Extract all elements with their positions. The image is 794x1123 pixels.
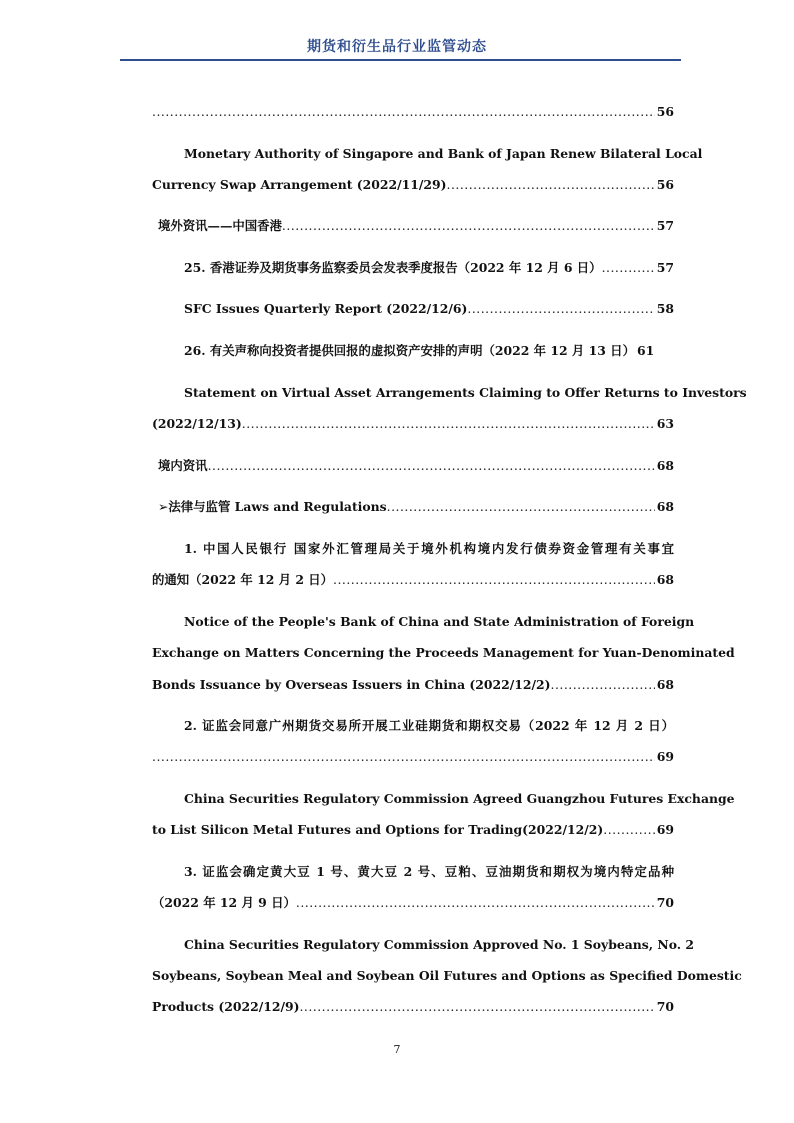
toc-entry-text: Soybeans, Soybean Meal and Soybean Oil Futures and Options as Specified Domestic [152, 968, 742, 983]
toc-page-number: 70 [656, 895, 674, 910]
toc-section-domestic[interactable] [152, 456, 674, 476]
toc-entry-text: 3. 证监会确定黄大豆 1 号、黄大豆 2 号、豆粕、豆油期货和期权为境内特定品种 [184, 864, 674, 879]
dot-leader [447, 175, 655, 195]
toc-page-number: 70 [656, 999, 674, 1014]
toc-entry-text: China Securities Regulatory Commission Agreed Guangzhou Futures Exchange [184, 791, 735, 806]
toc-entry-text: Notice of the People's Bank of China and State Administration of Foreign [184, 614, 695, 629]
toc-entry-text: Bonds Issuance by Overseas Issuers in China (2022/12/2) [152, 677, 551, 692]
toc-entry-text: SFC Issues Quarterly Report (2022/12/6) [184, 301, 468, 316]
toc-entry-pboc-notice-cont[interactable] [152, 643, 735, 663]
toc-entry-mas-boj-swap[interactable] [152, 144, 703, 164]
toc-entry-text: Exchange on Matters Concerning the Proceeds Management for Yuan-Denominated [152, 645, 735, 660]
toc-entry-2-cont[interactable] [152, 747, 674, 767]
dot-leader [602, 258, 655, 278]
toc-entry-text: 法律与监管 Laws and Regulations [168, 499, 387, 514]
toc-entry-2[interactable] [152, 716, 674, 736]
toc-entry-text: China Securities Regulatory Commission Approved No. 1 Soybeans, No. 2 [184, 937, 695, 952]
toc-entry-3[interactable] [152, 862, 674, 882]
dot-leader [603, 820, 654, 840]
toc-page-number: 56 [656, 104, 674, 119]
toc-subsection-laws[interactable] [152, 497, 674, 517]
toc-entry-gfex[interactable] [152, 789, 735, 809]
toc-page-number: 61 [636, 343, 655, 358]
toc-entry-1[interactable] [152, 539, 674, 559]
toc-entry-text: 25. 香港证券及期货事务监察委员会发表季度报告（2022 年 12 月 6 日） [184, 260, 602, 275]
dot-leader [551, 675, 655, 695]
toc-entry-text: to List Silicon Metal Futures and Options for Trading(2022/12/2) [152, 822, 604, 837]
toc-entry-gfex-cont[interactable] [152, 820, 674, 840]
running-header-title: 期货和衍生品行业监管动态 [307, 39, 487, 55]
toc-entry-1-cont[interactable] [152, 570, 674, 590]
dot-leader [208, 456, 655, 476]
toc-page-number: 56 [656, 177, 674, 192]
page-number: 7 [393, 1043, 401, 1056]
dot-leader [299, 997, 654, 1017]
toc-entry-soybeans[interactable] [152, 935, 695, 955]
toc-entry-text: 1. 中国人民银行 国家外汇管理局关于境外机构境内发行债券资金管理有关事宜 [184, 541, 674, 556]
toc-entry-leader-56[interactable] [152, 102, 674, 122]
toc-entry-25[interactable] [152, 258, 674, 278]
toc-page-number: 57 [656, 218, 674, 233]
toc-entry-soybeans-cont[interactable] [152, 966, 742, 986]
toc-page-number: 68 [656, 458, 674, 473]
toc-entry-pboc-notice-cont2[interactable] [152, 675, 674, 695]
toc-entry-text: Monetary Authority of Singapore and Bank of Japan Renew Bilateral Local [184, 146, 703, 161]
dot-leader [387, 497, 655, 517]
toc-entry-text: (2022/12/13) [152, 416, 242, 431]
toc-entry-text: Statement on Virtual Asset Arrangements Claiming to Offer Returns to Investors [184, 385, 747, 400]
toc-entry-26[interactable] [152, 341, 674, 361]
toc-page-number: 68 [656, 499, 674, 514]
toc-entry-pboc-notice[interactable] [152, 612, 695, 632]
toc-page-number: 68 [656, 677, 674, 692]
toc-section-hongkong[interactable] [152, 216, 674, 236]
toc-page-number: 63 [656, 416, 674, 431]
toc-page-number: 68 [656, 572, 674, 587]
toc-entry-text: 境内资讯 [158, 458, 208, 473]
toc-page-number: 58 [656, 301, 674, 316]
toc-page-number: 57 [656, 260, 674, 275]
toc-entry-virtual-asset-cont[interactable] [152, 414, 674, 434]
toc-page-number: 69 [656, 822, 674, 837]
toc-entry-text: Products (2022/12/9) [152, 999, 300, 1014]
dot-leader [152, 747, 655, 767]
header-rule [120, 59, 681, 61]
toc-entry-mas-boj-swap-cont[interactable] [152, 175, 674, 195]
dot-leader [296, 893, 655, 913]
toc-entry-text: Currency Swap Arrangement (2022/11/29) [152, 177, 447, 192]
toc-entry-text: 境外资讯——中国香港 [158, 218, 282, 233]
arrow-bullet-icon: ➢ [158, 499, 169, 514]
dot-leader [282, 216, 655, 236]
dot-leader [333, 570, 655, 590]
toc-entry-text: 2. 证监会同意广州期货交易所开展工业硅期货和期权交易（2022 年 12 月 2 日） [184, 718, 674, 733]
dot-leader [152, 102, 655, 122]
dot-leader [467, 299, 654, 319]
toc-entry-soybeans-cont2[interactable] [152, 997, 674, 1017]
toc-entry-sfc-report[interactable] [152, 299, 674, 319]
toc-entry-virtual-asset[interactable] [152, 383, 747, 403]
toc-entry-3-cont[interactable] [152, 893, 674, 913]
toc-entry-text: （2022 年 12 月 9 日） [152, 895, 296, 910]
toc-page-number: 69 [656, 749, 674, 764]
toc-entry-text: 的通知（2022 年 12 月 2 日） [152, 572, 334, 587]
dot-leader [242, 414, 655, 434]
toc-entry-text: 26. 有关声称向投资者提供回报的虚拟资产安排的声明（2022 年 12 月 13 日） [184, 343, 635, 358]
